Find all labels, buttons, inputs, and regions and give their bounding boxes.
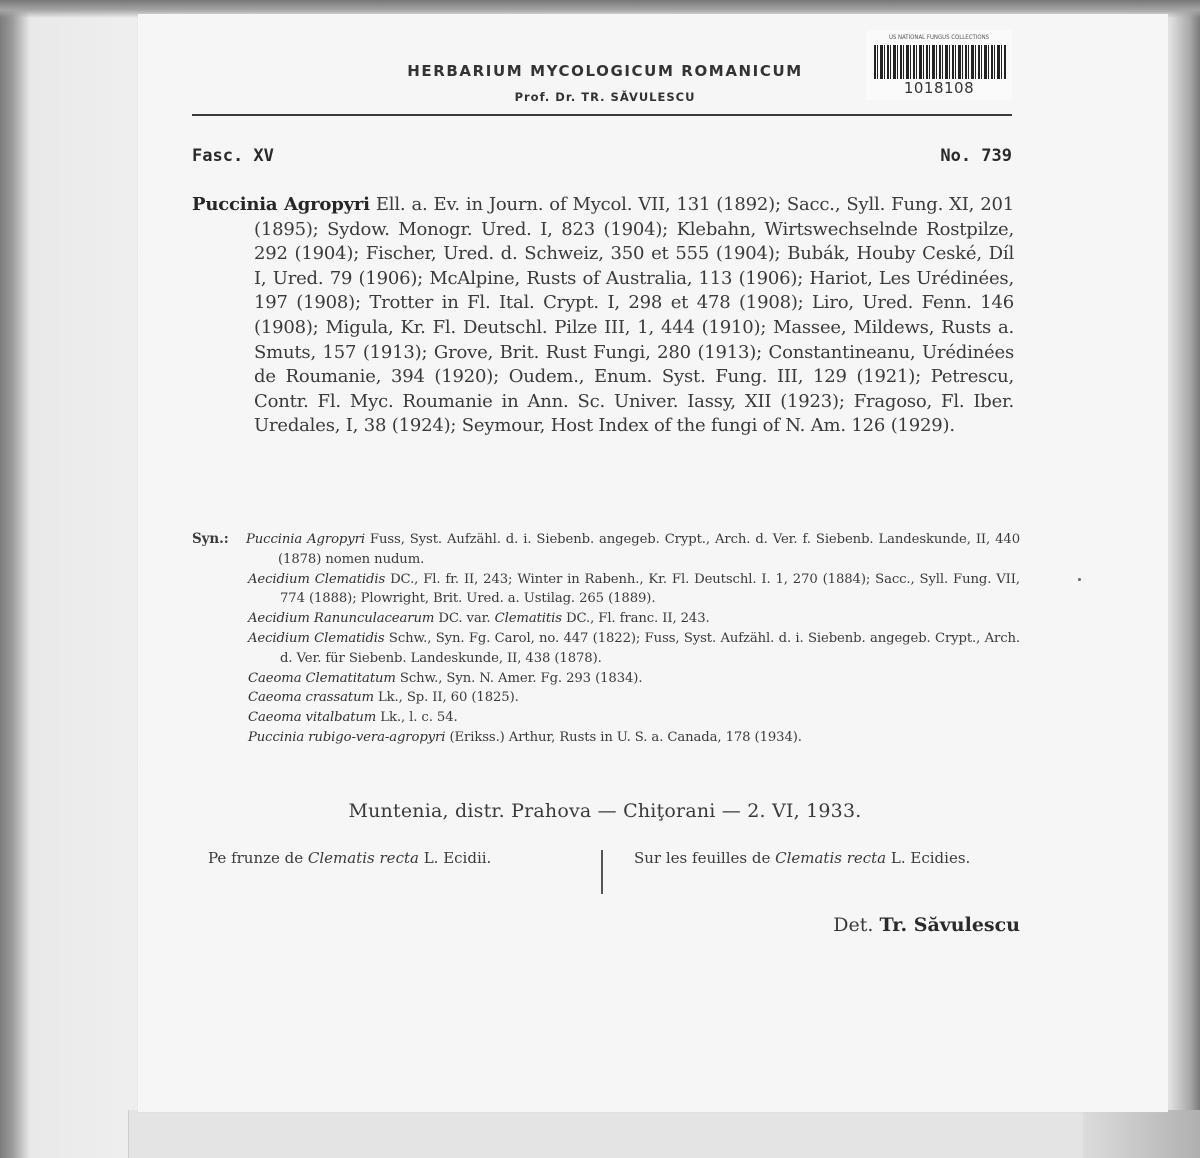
synonym-reference: Fuss, Syst. Aufzähl. d. i. Siebenb. angegeb. Crypt., Arch. d. Ver. f. Siebenb. Landeskunde, II, 440 (1878) nomen nudum.: [278, 532, 1020, 567]
mounting-board-edge: [128, 1110, 1085, 1158]
barcode-label: [866, 30, 1012, 100]
synonym-entry: [246, 530, 1020, 570]
synonym-reference: DC. var.: [434, 611, 495, 627]
host-fr-prefix: Sur les feuilles de: [634, 849, 776, 867]
host-plant-name: Clematis recta: [307, 849, 419, 867]
mounting-board-corner: [1083, 1110, 1200, 1158]
synonym-name: Caeoma crassatum: [248, 690, 374, 706]
synonym-reference: DC., Fl. franc. II, 243.: [561, 611, 710, 627]
synonym-entry: [248, 629, 1020, 669]
synonym-name: Aecidium Clematidis: [248, 630, 385, 646]
host-fr-suffix: L. Ecidies.: [886, 849, 971, 867]
herbarium-director: Prof. Dr. TR. SĂVULESCU: [514, 90, 696, 104]
barcode-number: 1018108: [903, 79, 975, 97]
synonym-name: Caeoma Clematitatum: [248, 670, 396, 686]
synonym-entry: [248, 609, 1020, 629]
synonym-reference: Schw., Syn. Fg. Carol, no. 447 (1822); Fuss, Syst. Aufzähl. d. i. Siebenb. angegeb. Crypt., Arch. d. Ver. für Siebenb. Landeskunde, II, 438 (1878).: [280, 630, 1020, 666]
synonym-reference: Lk., l. c. 54.: [376, 710, 458, 726]
determiner-name: Tr. Săvulescu: [879, 914, 1020, 936]
synonym-reference: Lk., Sp. II, 60 (1825).: [373, 690, 519, 706]
synonym-name: Aecidium Ranunculacearum: [248, 611, 435, 627]
synonym-variety-name: Clematitis: [494, 611, 562, 627]
host-plant-name: Clematis recta: [775, 849, 887, 867]
species-citation: [192, 193, 1014, 439]
paper-speck: [1078, 578, 1081, 581]
barcode-icon: [874, 45, 1006, 79]
synonym-name: Puccinia Agropyri: [246, 532, 365, 547]
host-ro-suffix: L. Ecidii.: [418, 849, 492, 867]
header-rule: [192, 114, 1012, 116]
host-divider: [601, 850, 603, 894]
synonym-entry: [248, 669, 1020, 689]
barcode-caption: US NATIONAL FUNGUS COLLECTIONS: [888, 34, 990, 41]
determiner-prefix: Det.: [833, 914, 880, 936]
synonym-entry: [248, 728, 1020, 748]
citation-references: Ell. a. Ev. in Journ. of Mycol. VII, 131 (1892); Sacc., Syll. Fung. XI, 201 (1895); Sydow. Monogr. Ured. I, 823 (1904); Klebahn, Wirtswechselnde Rostpilze, 292 (1904); Fischer, Ured. d. Schweiz, 350 et 555 (1904); Bubák, Houby Ceské, Díl I, Ured. 79 (1906); McAlpine, Rusts of Australia, 113 (1906); Hariot, Les Urédinées, 197 (1908); Trotter in Fl. Ital. Crypt. I, 298 et 478 (1908); Liro, Ured. Fenn. 146 (1908); Migula, Kr. Fl. Deutschl. Pilze III, 1, 444 (1910); Massee, Mildews, Rusts a. Smuts, 157 (1913); Grove, Brit. Rust Fungi, 280 (1913); Constantineanu, Urédinées de Roumanie, 394 (1920); Oudem., Enum. Syst. Fung. III, 129 (1921); Petrescu, Contr. Fl. Myc. Roumanie in Ann. Sc. Univer. Iassy, XII (1923); Fragoso, Fl. Iber. Uredales, I, 38 (1924); Seymour, Host Index of the fungi of N. Am. 126 (1929).: [254, 194, 1014, 437]
herbarium-title: HERBARIUM MYCOLOGICUM ROMANICUM: [407, 62, 803, 80]
exsiccata-number: No. 739: [940, 146, 1012, 166]
species-name: Puccinia Agropyri: [192, 194, 370, 215]
fascicle-number: Fasc. XV: [192, 146, 274, 166]
synonym-entry: [248, 688, 1020, 708]
synonym-entry: [248, 570, 1020, 610]
synonym-reference: DC., Fl. fr. II, 243; Winter in Rabenh., Kr. Fl. Deutschl. I. 1, 270 (1884); Sacc., Syll. Fung. VII, 774 (1888); Plowright, Brit. Ured. a. Ustilag. 265 (1889).: [280, 571, 1020, 607]
synonym-name: Caeoma vitalbatum: [248, 710, 377, 726]
synonym-reference: (Erikss.) Arthur, Rusts in U. S. a. Canada, 178 (1934).: [445, 729, 802, 745]
synonyms-block: [192, 530, 1020, 748]
host-french: [634, 848, 1020, 869]
host-romanian: [208, 848, 580, 869]
synonym-name: Puccinia rubigo-vera-agropyri: [248, 729, 446, 745]
synonym-name: Aecidium Clematidis: [248, 571, 386, 587]
determiner: [833, 914, 1020, 936]
host-ro-prefix: Pe frunze de: [208, 849, 308, 867]
synonyms-label: Syn.:: [192, 531, 229, 547]
collection-locality: Muntenia, distr. Prahova — Chiţorani — 2. VI, 1933.: [348, 800, 862, 822]
synonym-reference: Schw., Syn. N. Amer. Fg. 293 (1834).: [395, 670, 643, 686]
synonym-entry: [248, 708, 1020, 728]
